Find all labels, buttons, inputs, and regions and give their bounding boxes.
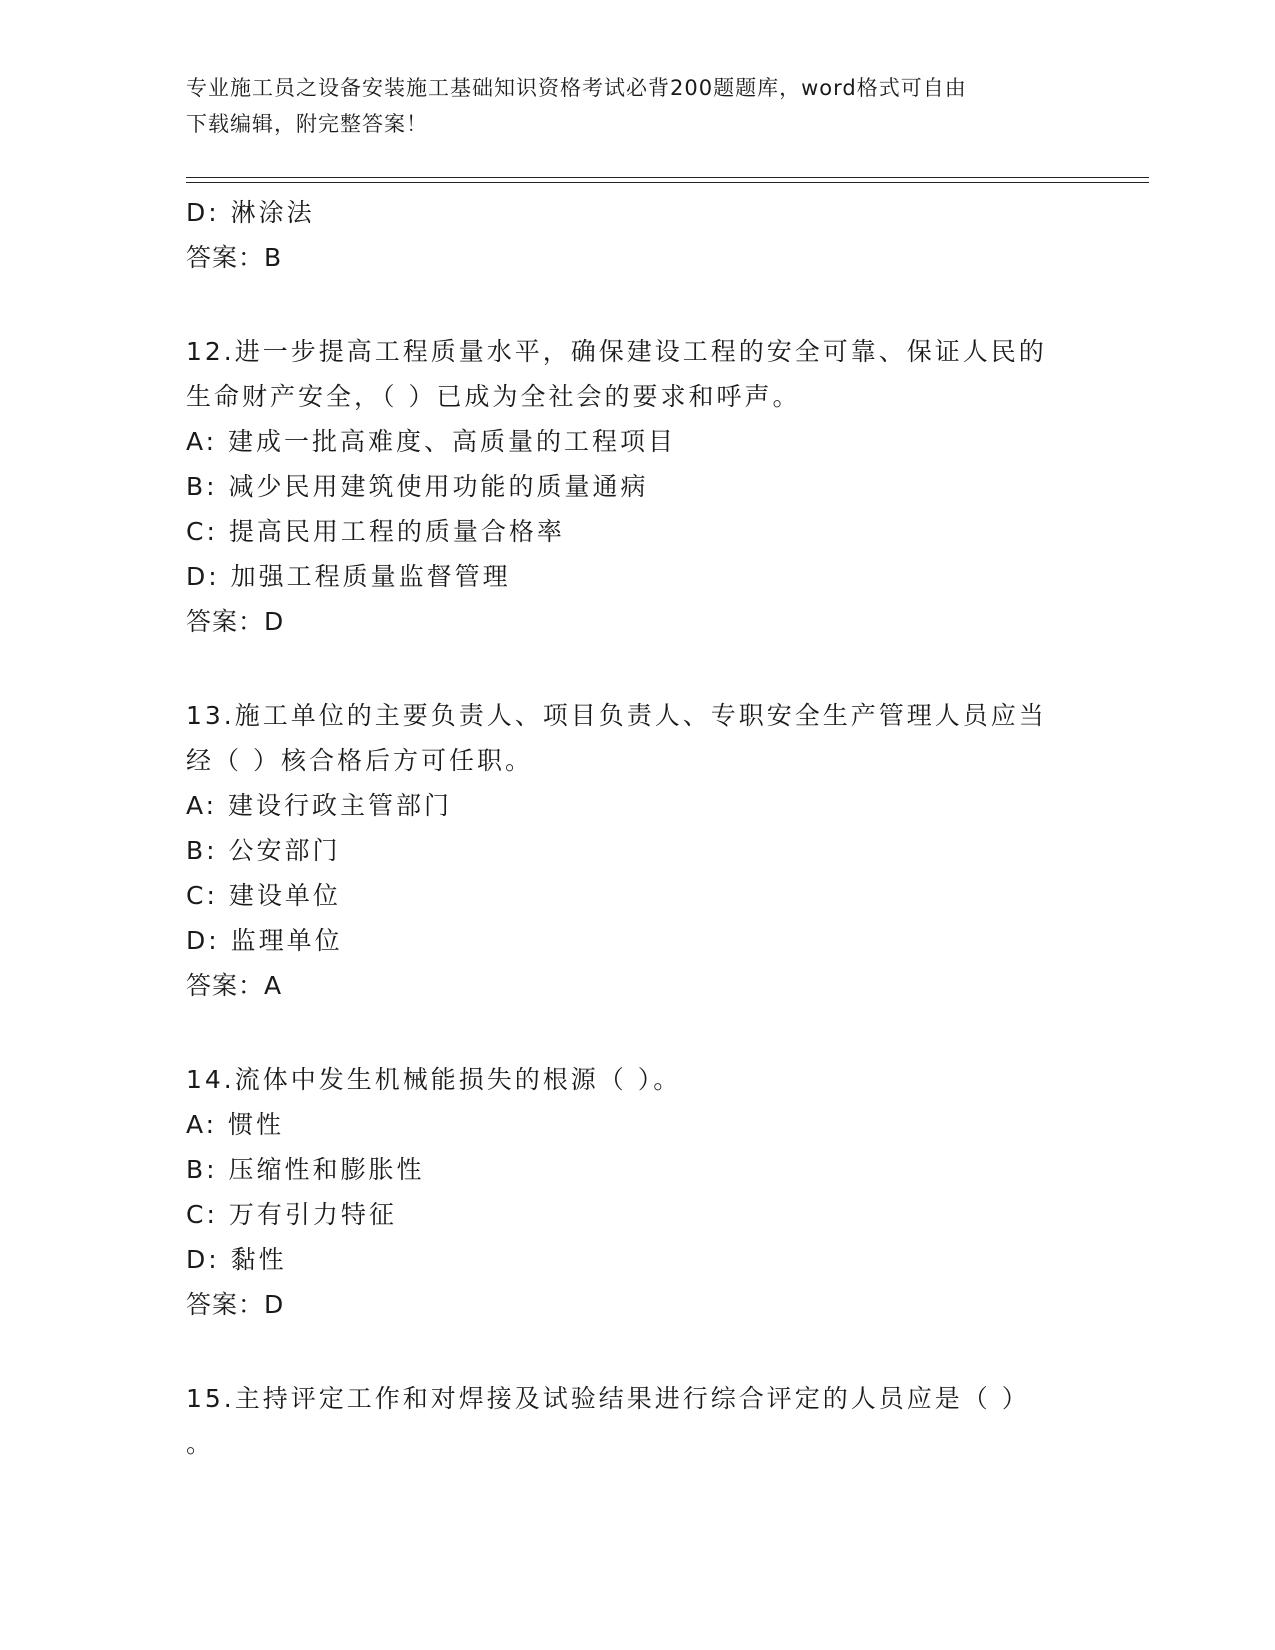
option-a: A: 惯性 [186,1110,285,1139]
option-c: C: 建设单位 [186,881,341,910]
question-12 [186,329,1086,645]
answer: 答案：B [186,243,283,272]
header-rule-bottom [186,182,1149,183]
answer: 答案：D [186,607,285,636]
question-text-line: 13.施工单位的主要负责人、项目负责人、专职安全生产管理人员应当 [186,701,1047,730]
document-header [186,70,1066,142]
question-13 [186,693,1086,1009]
option-c: C: 万有引力特征 [186,1200,397,1229]
question-15 [186,1376,1086,1466]
option-d: D: 淋涂法 [186,198,315,227]
document-body [186,190,1086,1466]
continued-question [186,190,1086,281]
question-text-line: 。 [186,1429,215,1458]
header-line-1: 专业施工员之设备安装施工基础知识资格考试必背200题题库，word格式可自由 [186,76,967,100]
question-text-line: 经（ ）核合格后方可任职。 [186,746,533,775]
option-b: B: 公安部门 [186,836,341,865]
option-d: D: 监理单位 [186,926,343,955]
question-text-line: 12.进一步提高工程质量水平，确保建设工程的安全可靠、保证人民的 [186,337,1047,366]
option-a: A: 建设行政主管部门 [186,791,453,820]
option-c: C: 提高民用工程的质量合格率 [186,517,565,546]
option-b: B: 压缩性和膨胀性 [186,1155,425,1184]
question-text-line: 15.主持评定工作和对焊接及试验结果进行综合评定的人员应是（ ） [186,1384,1030,1413]
header-rule-top [186,177,1149,178]
answer: 答案：D [186,1290,285,1319]
answer: 答案：A [186,971,283,1000]
option-b: B: 减少民用建筑使用功能的质量通病 [186,472,649,501]
question-text-line: 14.流体中发生机械能损失的根源（ ）。 [186,1065,682,1094]
option-d: D: 黏性 [186,1245,287,1274]
option-d: D: 加强工程质量监督管理 [186,562,511,591]
question-14 [186,1057,1086,1328]
option-a: A: 建成一批高难度、高质量的工程项目 [186,427,677,456]
question-text-line: 生命财产安全，（ ）已成为全社会的要求和呼声。 [186,382,801,411]
header-line-2: 下载编辑，附完整答案！ [186,112,428,136]
